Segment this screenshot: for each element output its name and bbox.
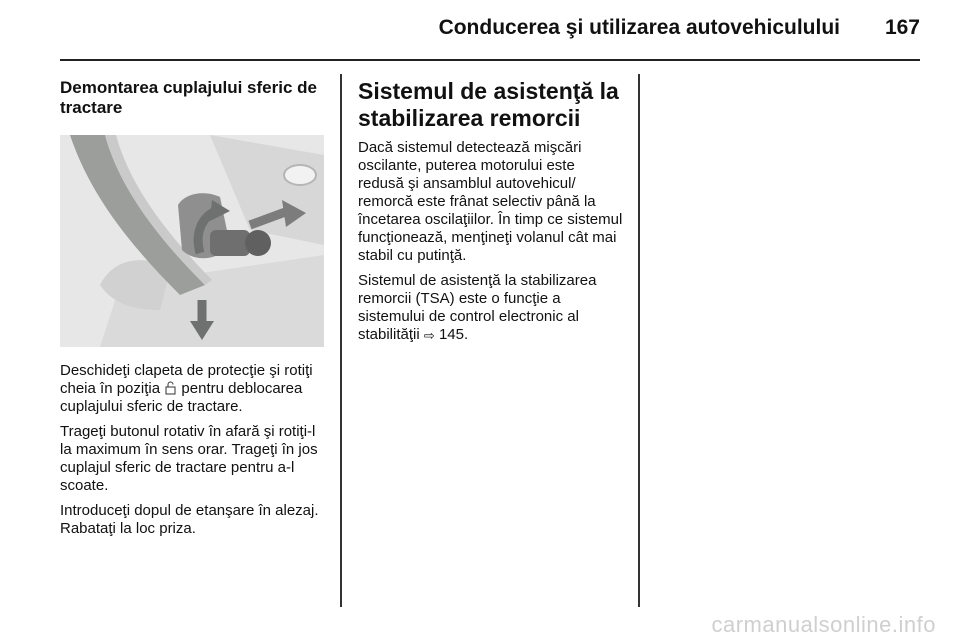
paragraph-oscillation: Dacă sistemul detectează mişcări oscilante, puterea motorului este redusă şi ansamblul autovehicul/ remorcă este frânat selectiv până la încetarea oscilaţiilor. În timp ce sistemul funcţionează, menţineţi volanul cât mai stabil cu putinţă. <box>358 139 623 264</box>
paragraph-pull-knob: Trageţi butonul rotativ în afară şi rotiţi-l la maximum în sens orar. Trageţi în jos cuplajul sferic de tractare pentru a-l scoate. <box>60 423 318 494</box>
page-header-title: Conducerea şi utilizarea autovehiculului <box>438 16 840 39</box>
section-heading-trailer-stability: Sistemul de asistenţă la stabilizarea remorcii <box>358 78 619 131</box>
left-column <box>60 78 328 538</box>
watermark: carmanualsonline.info <box>711 612 936 637</box>
paragraph-open-flap-text: Deschideţi clapeta de protecţie şi rotiţi cheia în poziţia <box>60 362 313 397</box>
paragraph-open-flap-text-end: pentru deblocarea cuplajului sferic de tractare. <box>60 380 303 415</box>
middle-column <box>358 78 624 345</box>
section-heading-removal: Demontarea cuplajului sferic de tractare <box>60 78 317 117</box>
paragraph-tsa-text: Sistemul de asistenţă la stabilizarea remorcii (TSA) este o funcţie a sistemului de control electronic al stabilităţii <box>358 272 597 343</box>
page-reference-arrow-icon: ⇨ <box>423 328 435 343</box>
page-reference-number: 145. <box>438 326 469 343</box>
paragraph-tsa-function <box>358 272 624 345</box>
towbar-illustration <box>60 135 324 347</box>
column-divider-left <box>340 74 342 607</box>
paragraph-sealing-plug: Introduceţi dopul de etanşare în alezaj. Rabataţi la loc priza. <box>60 502 319 537</box>
page-number: 167 <box>884 16 920 39</box>
header-rule <box>60 59 920 61</box>
column-divider-right <box>638 74 640 607</box>
paragraph-open-flap <box>60 362 328 416</box>
unlock-icon <box>165 381 176 395</box>
